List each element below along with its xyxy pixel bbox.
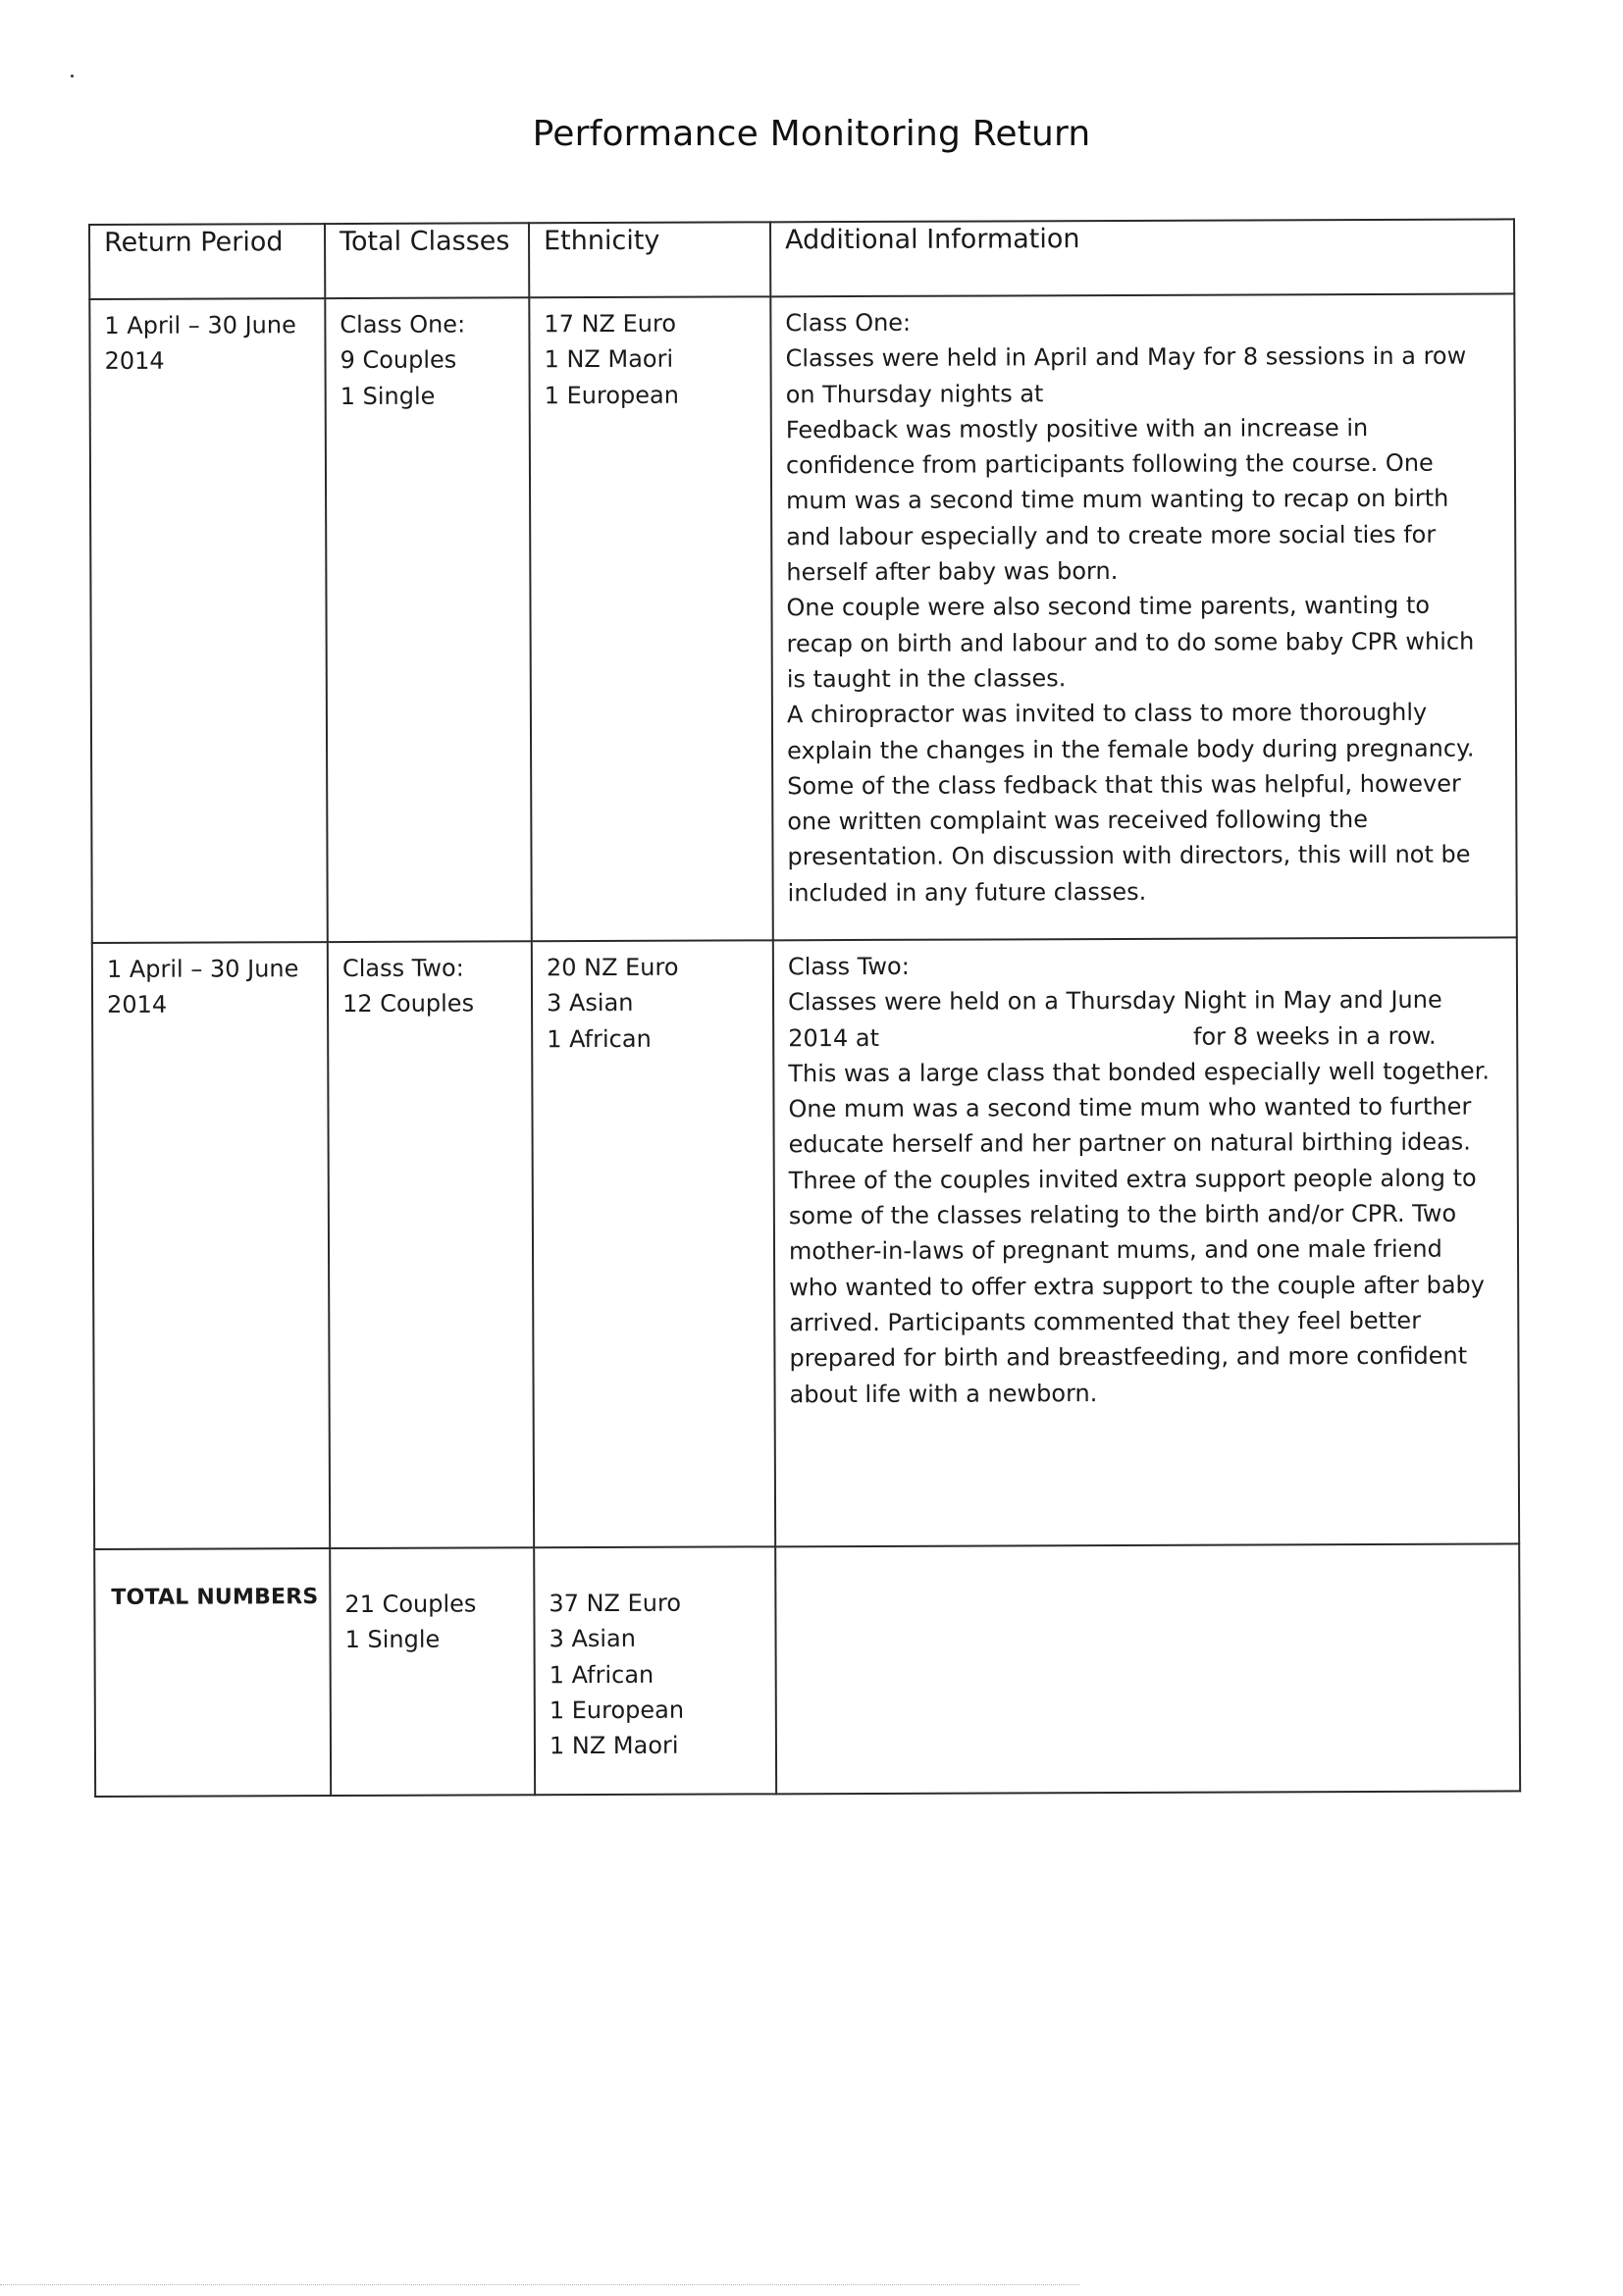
ethnicity-text: 17 NZ Euro 1 NZ Maori 1 European bbox=[544, 309, 679, 409]
header-total-classes-label: Total Classes bbox=[340, 226, 510, 258]
cell-additional-information bbox=[773, 937, 1519, 1546]
totals-label: TOTAL NUMBERS bbox=[111, 1585, 319, 1610]
header-additional-information-label: Additional Information bbox=[785, 224, 1080, 256]
total-classes-text: Class One: 9 Couples 1 Single bbox=[340, 310, 466, 410]
page-title: Performance Monitoring Return bbox=[532, 114, 1091, 154]
cell-return-period bbox=[92, 942, 330, 1549]
cell-total-classes bbox=[325, 297, 532, 942]
header-return-period bbox=[89, 224, 325, 299]
scan-mark bbox=[71, 75, 74, 78]
totals-ethnicity-text: 37 NZ Euro 3 Asian 1 African 1 European 1 NZ Maori bbox=[549, 1589, 685, 1760]
cell-additional-information bbox=[770, 293, 1517, 940]
cell-totals-ethnicity bbox=[534, 1546, 776, 1795]
additional-information-text: Class One: Classes were held in April and May for 8 sessions in a row on Thursday nights at Feedback was mostly positive with an increase in confidence from participants following the course. One mum was a second time mum wanting to recap on birth and labour especially and to create more social ties for herself after baby was born. One couple were also second time parents, wanting to recap on birth and labour and to do some baby CPR which is taught in the classes. A chiropractor was invited to class to more thoroughly explain the changes in the female body during pregnancy. Some of the class fedback that this was helpful, however one written complaint was received following the presentation. On discussion with directors, this will not be included in any future classes. bbox=[785, 308, 1475, 908]
totals-additional-information-text bbox=[776, 1544, 1518, 1585]
cell-ethnicity bbox=[532, 940, 775, 1547]
header-return-period-label: Return Period bbox=[104, 227, 284, 258]
additional-information-text-part-2: for 8 weeks in a row. This was a large class that bonded especially well together. One mum was a second time mum who wanted to further educate herself and her partner on natural birthing ideas. Three of the couples invited extra support people along to some of the classes relating to the birth and/or CPR. Two mother-in-laws of pregnant mums, and one male friend who wanted to offer extra support to the couple after baby arrived. Participants commented that they feel better prepared for birth and breastfeeding, and more confident about life with a newborn. bbox=[788, 1021, 1491, 1408]
cell-totals-additional-information bbox=[775, 1543, 1520, 1794]
cell-totals-classes bbox=[330, 1547, 535, 1796]
performance-table bbox=[88, 218, 1521, 1798]
return-period-text: 1 April – 30 June 2014 bbox=[104, 311, 296, 376]
totals-row bbox=[94, 1543, 1520, 1797]
cell-ethnicity bbox=[529, 296, 773, 941]
additional-information-text-part-1: Class Two: Classes were held on a Thursday Night in May and June 2014 at bbox=[787, 952, 1442, 1052]
return-period-text: 1 April – 30 June 2014 bbox=[106, 955, 299, 1019]
total-classes-text: Class Two: 12 Couples bbox=[341, 954, 475, 1018]
cell-return-period bbox=[89, 298, 328, 943]
redacted-venue bbox=[879, 1044, 1193, 1045]
header-ethnicity bbox=[529, 222, 770, 297]
header-ethnicity-label: Ethnicity bbox=[544, 225, 660, 257]
table-row bbox=[92, 937, 1519, 1549]
table-header-row bbox=[89, 219, 1514, 299]
cell-total-classes bbox=[328, 941, 534, 1548]
additional-information-text bbox=[774, 938, 1518, 1412]
ethnicity-text: 20 NZ Euro 3 Asian 1 African bbox=[546, 953, 679, 1053]
cell-totals-label bbox=[94, 1548, 331, 1797]
table-row bbox=[89, 293, 1517, 943]
header-total-classes bbox=[325, 223, 529, 298]
totals-classes-text: 21 Couples 1 Single bbox=[344, 1590, 477, 1654]
header-additional-information bbox=[770, 219, 1514, 296]
scan-edge-line bbox=[0, 2284, 1079, 2286]
